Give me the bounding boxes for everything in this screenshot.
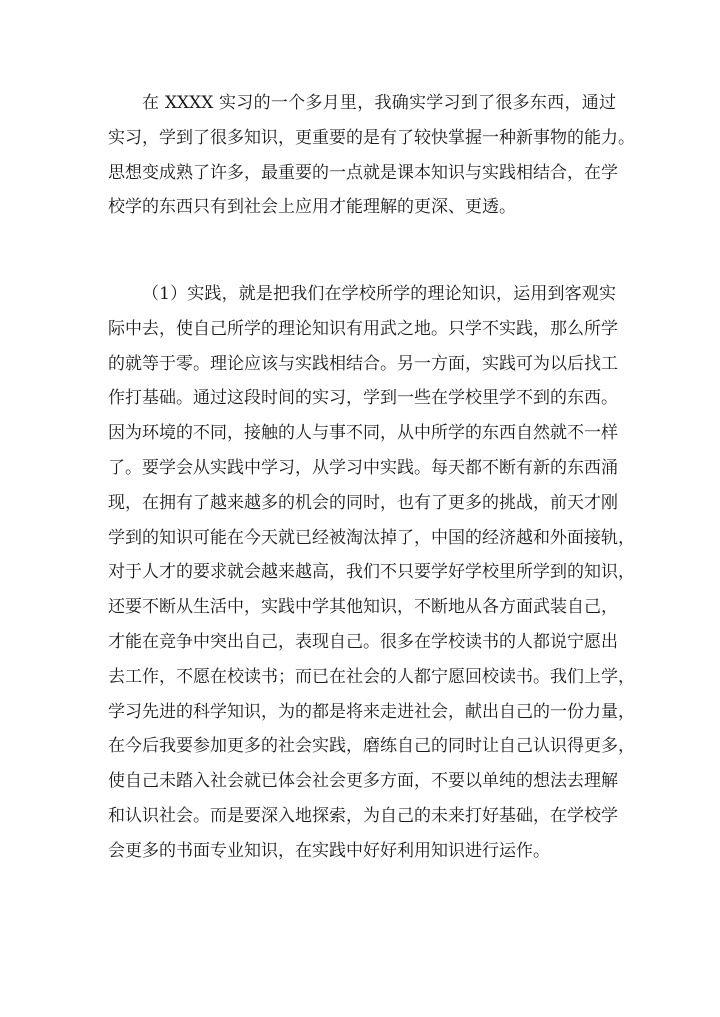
paragraph-line: 还要不断从生活中，实践中学其他知识，不断地从各方面武装自己， <box>108 597 618 618</box>
paragraph-line: 学习先进的科学知识，为的都是将来走进社会，献出自己的一份力量， <box>108 701 635 722</box>
paragraph-intro <box>108 86 635 225</box>
paragraph-line: 了。要学会从实践中学习，从学习中实践。每天都不断有新的东西涌 <box>108 457 618 478</box>
paragraph-line: 对于人才的要求就会越来越高，我们不只要学好学校里所学到的知识， <box>108 562 635 583</box>
paragraph-line: 现，在拥有了越来越多的机会的同时，也有了更多的挑战，前天才刚 <box>108 492 618 513</box>
paragraph-line: 的就等于零。理论应该与实践相结合。另一方面，实践可为以后找工 <box>108 353 618 374</box>
paragraph-line: 在今后我要参加更多的社会实践，磨练自己的同时让自己认识得更多， <box>108 736 635 757</box>
paragraph-line: 思想变成熟了许多，最重要的一点就是课本知识与实践相结合，在学 <box>108 162 618 183</box>
paragraph-line: 和认识社会。而是要深入地探索，为自己的未来打好基础，在学校学 <box>108 805 618 826</box>
paragraph-line: 校学的东西只有到社会上应用才能理解的更深、更透。 <box>108 197 516 218</box>
paragraph-line: 在 XXXX 实习的一个多月里，我确实学习到了很多东西，通过 <box>142 93 616 113</box>
paragraph-line: 作打基础。通过这段时间的实习，学到一些在学校里学不到的东西。 <box>108 388 618 409</box>
paragraph-line: 实习，学到了很多知识，更重要的是有了较快掌握一种新事物的能力。 <box>108 127 635 148</box>
paragraph-line: 学到的知识可能在今天就已经被淘汰掉了，中国的经济越和外面接轨， <box>108 527 635 548</box>
paragraph-line: 际中去，使自己所学的理论知识有用武之地。只学不实践，那么所学 <box>108 318 618 339</box>
paragraph-line: 去工作，不愿在校读书；而已在社会的人都宁愿回校读书。我们上学， <box>108 666 635 687</box>
paragraph-line: 才能在竞争中突出自己，表现自己。很多在学校读书的人都说宁愿出 <box>108 631 618 652</box>
paragraph-line: （1）实践，就是把我们在学校所学的理论知识，运用到客观实 <box>142 284 616 304</box>
paragraph-practice <box>108 277 635 869</box>
paragraph-line: 因为环境的不同，接触的人与事不同，从中所学的东西自然就不一样 <box>108 423 618 444</box>
paragraph-line: 使自己未踏入社会就已体会社会更多方面，不要以单纯的想法去理解 <box>108 771 618 792</box>
paragraph-line: 会更多的书面专业知识，在实践中好好利用知识进行运作。 <box>108 840 550 861</box>
